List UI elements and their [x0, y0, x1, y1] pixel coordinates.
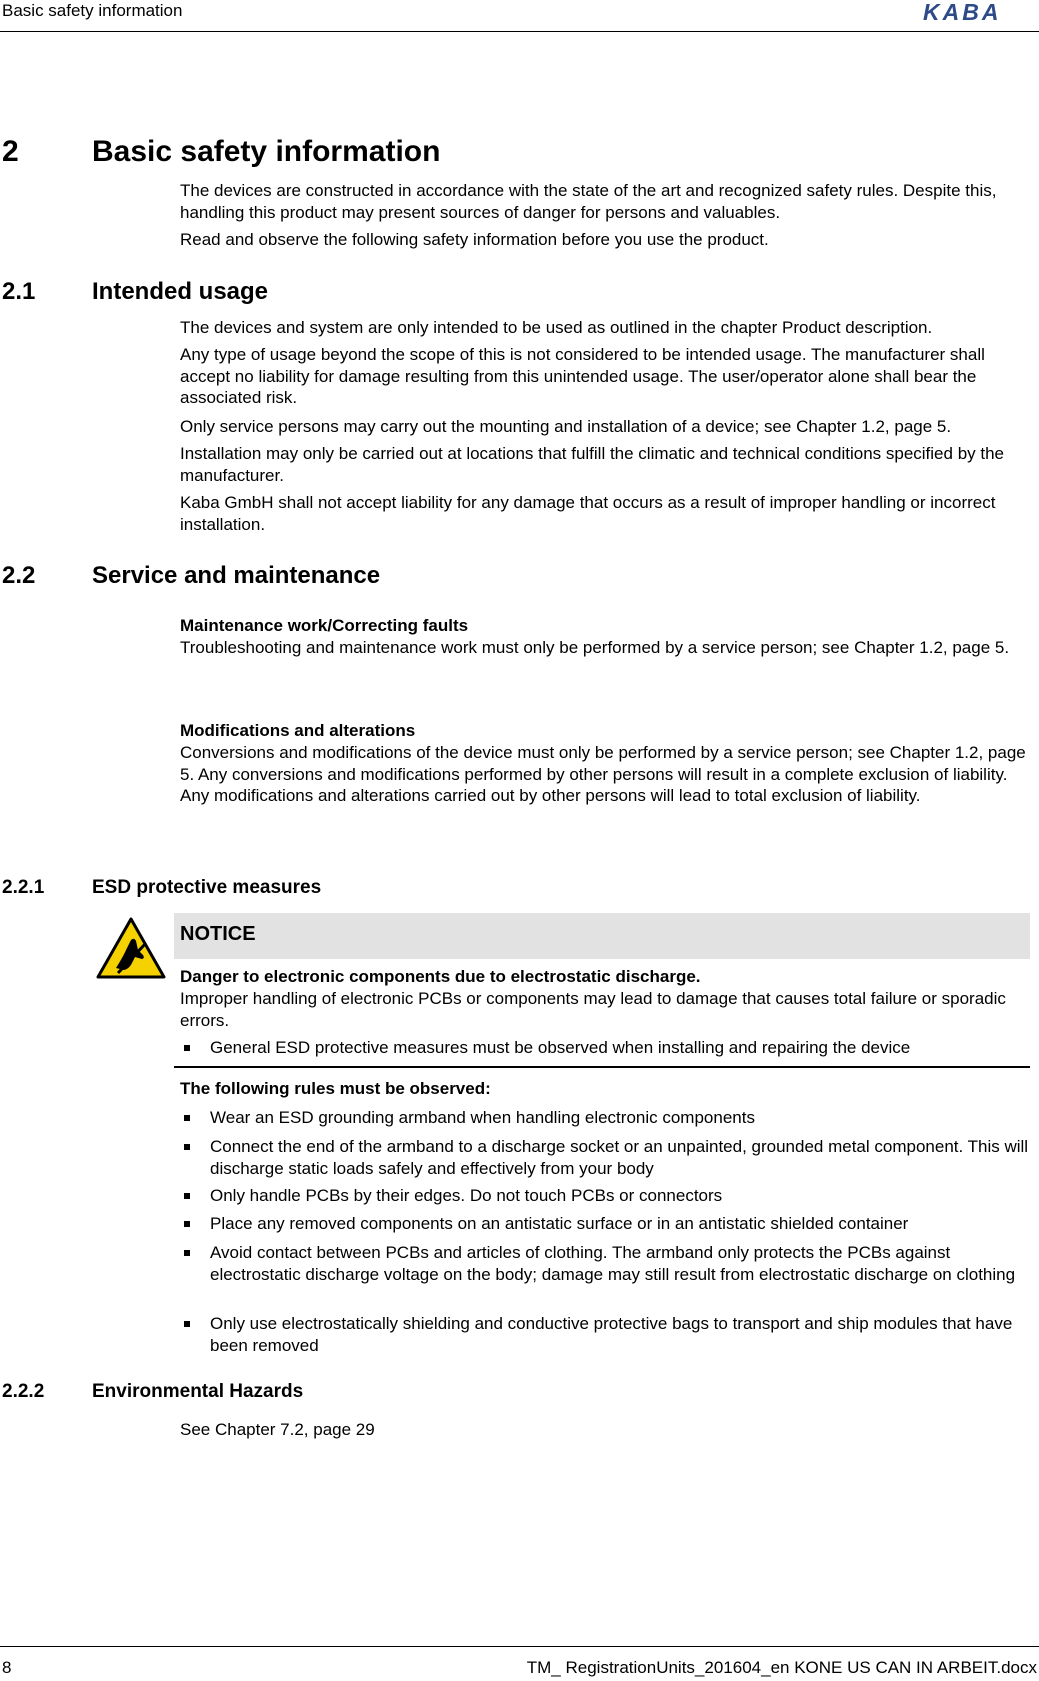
- notice-header-box: [174, 913, 1030, 959]
- kaba-logo: [923, 1, 1036, 22]
- bullet-marker: [184, 1321, 190, 1327]
- bullet-marker: [184, 1193, 190, 1199]
- notice-danger-text: Improper handling of electronic PCBs or components may lead to damage that causes total failure or sporadic errors.: [180, 989, 1006, 1030]
- svg-text:KABA: KABA: [923, 1, 1002, 22]
- list-item: Only handle PCBs by their edges. Do not touch PCBs or connectors: [180, 1185, 1035, 1207]
- paragraph: See Chapter 7.2, page 29: [180, 1420, 375, 1439]
- notice-label: NOTICE: [180, 923, 256, 945]
- bullet-marker: [184, 1045, 190, 1051]
- header-rule: [0, 31, 1039, 32]
- paragraph: Troubleshooting and maintenance work must only be performed by a service person; see Chapter 1.2, page 5.: [180, 638, 1010, 657]
- list-item: General ESD protective measures must be observed when installing and repairing the device: [180, 1037, 1035, 1059]
- document-filename: TM_ RegistrationUnits_201604_en KONE US CAN IN ARBEIT.docx: [526, 1658, 1037, 1677]
- page-number: 8: [2, 1658, 12, 1677]
- paragraph: Any type of usage beyond the scope of this is not considered to be intended usage. The manufacturer shall accept no liability for damage resulting from this unintended usage. The user/operator alone shall bear the associated risk.: [180, 345, 985, 407]
- bullet-marker: [184, 1221, 190, 1227]
- bullet-marker: [184, 1250, 190, 1256]
- paragraph: Conversions and modifications of the device must only be performed by a service person; see Chapter 1.2, page 5. Any conversions and modifications performed by other persons will result in a complete exclusion of liability. Any modifications and alterations carried out by other persons will lead to total exclusion of liability.: [180, 743, 1026, 805]
- list-item: Wear an ESD grounding armband when handling electronic components: [180, 1107, 1035, 1129]
- list-item: Place any removed components on an antistatic surface or in an antistatic shielded container: [180, 1213, 1035, 1235]
- subheading: Maintenance work/Correcting faults: [180, 616, 469, 635]
- paragraph: Installation may only be carried out at locations that fulfill the climatic and technical conditions specified by the manufacturer.: [180, 444, 1005, 485]
- footer-rule: [0, 1646, 1039, 1647]
- subheading: Modifications and alterations: [180, 721, 416, 740]
- notice-bottom-rule: [174, 1066, 1030, 1068]
- list-item: Connect the end of the armband to a discharge socket or an unpainted, grounded metal component. This will discharge static loads safely and effectively from your body: [180, 1136, 1035, 1179]
- list-item: Avoid contact between PCBs and articles of clothing. The armband only protects the PCBs against electrostatic discharge voltage on the body; damage may still result from electrostatic discharge on clothing: [180, 1242, 1035, 1285]
- paragraph: The devices are constructed in accordance with the state of the art and recognized safety rules. Despite this, handling this product may present sources of danger for persons and valuables.: [180, 181, 997, 222]
- bullet-marker: [184, 1144, 190, 1150]
- running-header-title: Basic safety information: [2, 1, 183, 20]
- rules-heading: The following rules must be observed:: [180, 1079, 491, 1098]
- paragraph: Only service persons may carry out the mounting and installation of a device; see Chapter 1.2, page 5.: [180, 417, 952, 436]
- esd-warning-icon: [96, 917, 166, 979]
- notice-danger-heading: Danger to electronic components due to electrostatic discharge.: [180, 967, 701, 986]
- paragraph: Read and observe the following safety information before you use the product.: [180, 230, 769, 249]
- paragraph: Kaba GmbH shall not accept liability for any damage that occurs as a result of improper handling or incorrect installation.: [180, 493, 996, 534]
- paragraph: The devices and system are only intended to be used as outlined in the chapter Product description.: [180, 318, 933, 337]
- list-item: Only use electrostatically shielding and conductive protective bags to transport and ship modules that have been removed: [180, 1313, 1035, 1356]
- bullet-marker: [184, 1115, 190, 1121]
